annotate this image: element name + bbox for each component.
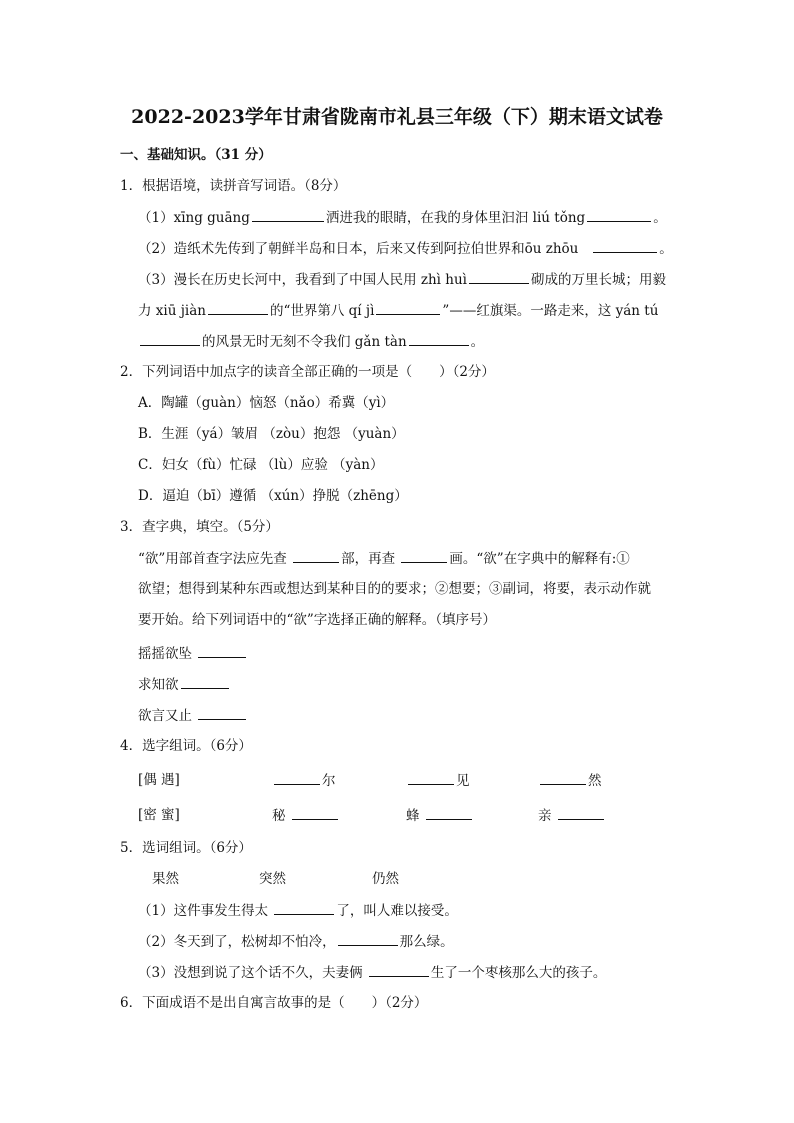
q4-row1-label: [偶 遇] xyxy=(138,772,180,788)
q4-row1-item xyxy=(406,771,470,790)
q4-char: 秘 xyxy=(272,808,286,824)
q4-row1-item xyxy=(272,771,336,790)
q3-line-3: 要开始。给下列词语中的“欲”字选择正确的解释。（填序号） xyxy=(138,612,497,628)
answer-blank[interactable] xyxy=(252,208,324,222)
q3-item-word: 摇摇欲坠 xyxy=(138,646,192,662)
q5-sentence-3 xyxy=(138,963,606,982)
q5-text: 那么绿。 xyxy=(399,934,454,950)
q1-text: 。 xyxy=(653,210,667,226)
answer-blank[interactable] xyxy=(593,239,657,253)
answer-blank[interactable] xyxy=(181,675,229,689)
q5-text: （2）冬天到了，松树却不怕冷， xyxy=(138,934,336,950)
q4-char: 尔 xyxy=(322,773,336,789)
answer-blank[interactable] xyxy=(274,901,334,915)
q1-text: （2）造纸术先传到了朝鲜半岛和日本，后来又传到阿拉伯世界和ōu zhōu xyxy=(138,241,579,257)
q6-heading: 6．下面成语不是出自寓言故事的是（ ）（2分） xyxy=(120,995,428,1011)
answer-blank[interactable] xyxy=(409,332,469,346)
answer-blank[interactable] xyxy=(540,771,586,785)
answer-blank[interactable] xyxy=(558,806,604,820)
q1-text: 砌成的万里长城；用毅 xyxy=(531,272,667,288)
q3-line-1 xyxy=(138,549,630,568)
q1-line-2 xyxy=(138,239,673,258)
q2-option-b[interactable]: B．生涯（yá）皱眉 （zòu）抱怨 （yuàn） xyxy=(138,426,405,442)
q4-row2-item xyxy=(406,806,474,825)
q1-text: 洒进我的眼睛，在我的身体里汩汩 liú tǒng xyxy=(325,210,586,226)
q5-word-option: 仍然 xyxy=(372,871,399,887)
q3-item xyxy=(138,675,231,694)
answer-blank[interactable] xyxy=(376,301,440,315)
answer-blank[interactable] xyxy=(587,208,651,222)
answer-blank[interactable] xyxy=(198,706,246,720)
q3-text: “欲”用部首查字法应先查 xyxy=(138,551,287,567)
q1-line-1 xyxy=(138,208,667,227)
q1-text: 。 xyxy=(659,241,673,257)
q1-heading: 1．根据语境，读拼音写词语。（8分） xyxy=(120,178,347,194)
q4-char: 见 xyxy=(456,773,470,789)
q3-item xyxy=(138,706,248,725)
q1-text: （1）xīng guāng xyxy=(138,210,250,226)
q4-row2-item xyxy=(272,806,340,825)
q5-text: 了，叫人难以接受。 xyxy=(336,903,458,919)
q2-option-c[interactable]: C．妇女（fù）忙碌 （lù）应验 （yàn） xyxy=(138,457,384,473)
q5-word-option: 果然 xyxy=(152,871,179,887)
q3-text: 画。“欲”在字典中的解释有:① xyxy=(449,551,630,567)
answer-blank[interactable] xyxy=(274,771,320,785)
q3-line-2: 欲望；想得到某种东西或想达到某种目的的要求；②想要；③副词，将要，表示动作就 xyxy=(138,581,651,597)
page-title: 2022-2023学年甘肃省陇南市礼县三年级（下）期末语文试卷 xyxy=(131,106,663,128)
answer-blank[interactable] xyxy=(292,806,338,820)
answer-blank[interactable] xyxy=(401,549,447,563)
q1-text: 的风景无时无刻不令我们 gǎn tàn xyxy=(202,334,407,350)
q1-text: 力 xiū jiàn xyxy=(138,303,206,319)
q1-text: ”——红旗渠。一路走来，这 yán tú xyxy=(442,303,659,319)
answer-blank[interactable] xyxy=(408,771,454,785)
q3-item-word: 欲言又止 xyxy=(138,708,192,724)
q4-char: 亲 xyxy=(538,808,552,824)
q3-item xyxy=(138,644,248,663)
q4-row2-label: [密 蜜] xyxy=(138,807,180,823)
section-heading: 一、基础知识。（31 分） xyxy=(120,147,272,163)
q2-option-a[interactable]: A．陶罐（guàn）恼怒（nǎo）希冀（yì） xyxy=(138,395,395,411)
q1-line-5 xyxy=(138,332,484,351)
q5-sentence-1 xyxy=(138,901,458,920)
answer-blank[interactable] xyxy=(293,549,339,563)
q3-item-word: 求知欲 xyxy=(138,677,179,693)
q2-heading: 2．下列词语中加点字的读音全部正确的一项是（ ）（2分） xyxy=(120,364,495,380)
q2-option-d[interactable]: D．逼迫（bī）遵循 （xún）挣脱（zhēng） xyxy=(138,488,408,504)
answer-blank[interactable] xyxy=(338,932,398,946)
q4-row2-item xyxy=(538,806,606,825)
q1-text: 。 xyxy=(470,334,485,350)
q5-sentence-2 xyxy=(138,932,454,951)
q5-text: 生了一个枣核那么大的孩子。 xyxy=(430,965,607,981)
q4-char: 然 xyxy=(588,773,602,789)
q1-line-4 xyxy=(138,301,658,320)
q1-text: （3）漫长在历史长河中，我看到了中国人民用 zhì huì xyxy=(138,272,468,288)
answer-blank[interactable] xyxy=(369,963,429,977)
q5-text: （1）这件事发生得太 xyxy=(138,903,269,919)
q1-text: 的“世界第八 qí jì xyxy=(269,303,375,319)
q4-row1-item xyxy=(538,771,602,790)
q5-word-option: 突然 xyxy=(259,871,286,887)
answer-blank[interactable] xyxy=(426,806,472,820)
q5-text: （3）没想到说了这个话不久，夫妻俩 xyxy=(138,965,363,981)
q4-heading: 4．选字组词。（6分） xyxy=(120,738,252,754)
answer-blank[interactable] xyxy=(198,644,246,658)
q3-text: 部，再查 xyxy=(341,551,396,567)
answer-blank[interactable] xyxy=(208,301,268,315)
q4-char: 蜂 xyxy=(406,808,420,824)
answer-blank[interactable] xyxy=(469,270,529,284)
answer-blank[interactable] xyxy=(140,332,200,346)
q3-heading: 3．查字典，填空。（5分） xyxy=(120,519,279,535)
q5-heading: 5．选词组词。（6分） xyxy=(120,840,252,856)
q1-line-3 xyxy=(138,270,666,289)
